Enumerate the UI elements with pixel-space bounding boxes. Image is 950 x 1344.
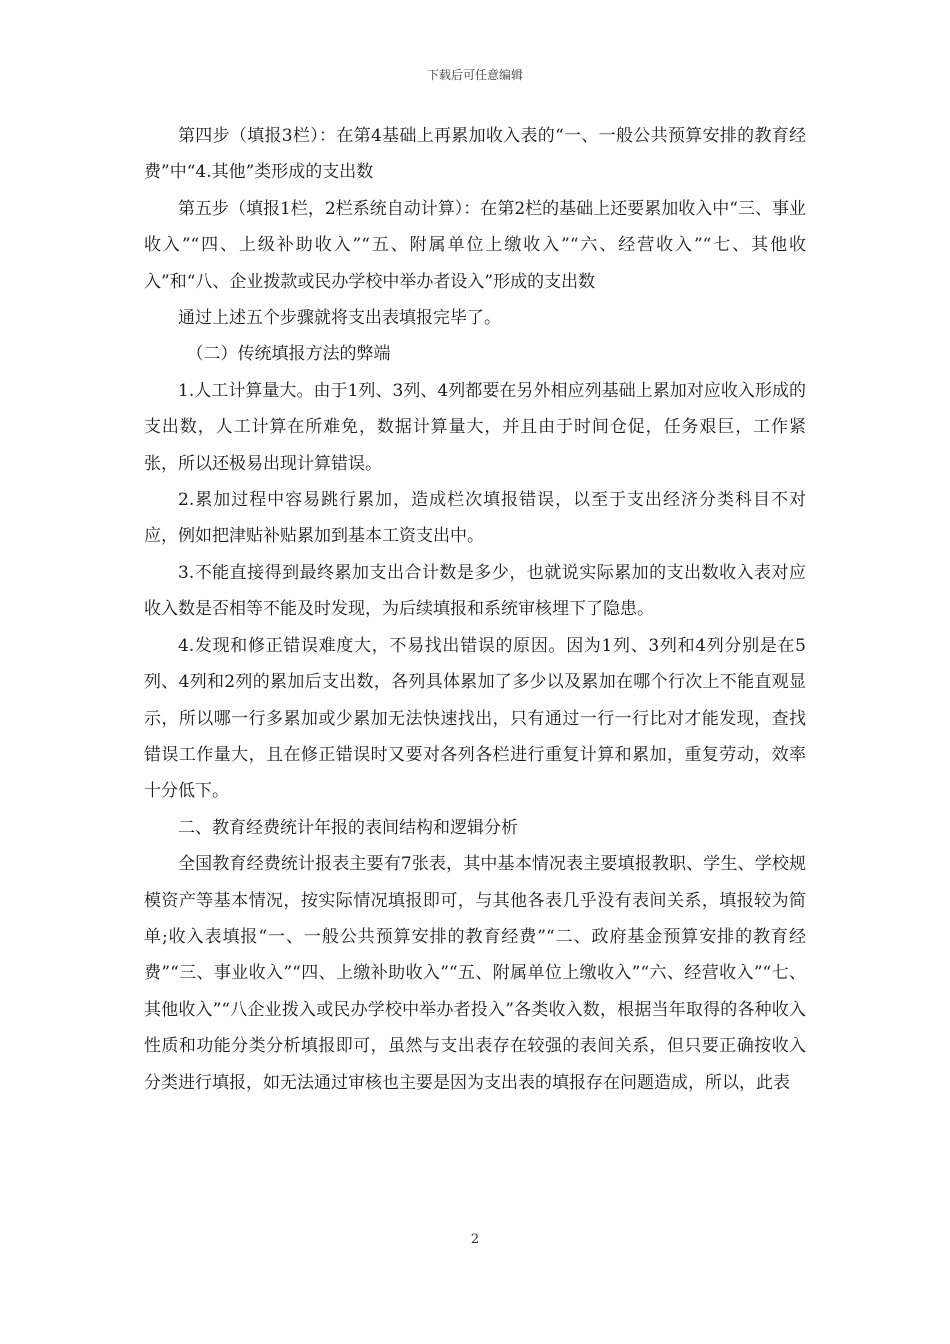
paragraph-report-tables: 全国教育经费统计报表主要有7张表，其中基本情况表主要填报教职、学生、学校规模资产等基本情况，按实际情况填报即可，与其他各表几乎没有表间关系，填报较为简单;收入表填报“一、一般公共预算安排的教育经费”“二、政府基金预算安排的教育经费”“三、事业收入”“四、上缴补助收入”“五、附属单位上缴收入”“六、经营收入”“七、其他收入”“八企业拨入或民办学校中举办者投入”各类收入数，根据当年取得的各种收入性质和功能分类分析填报即可，虽然与支出表存在较强的表间关系，但只要正确按收入分类进行填报，如无法通过审核也主要是因为支出表的填报存在问题造成，所以，此表: [144, 854, 806, 1093]
paragraph-drawback-3: 3.不能直接得到最终累加支出合计数是多少，也就说实际累加的支出数收入表对应收入数是否相等不能及时发现，为后续填报和系统审核埋下了隐患。: [144, 562, 806, 620]
paragraph-steps-complete: 通过上述五个步骤就将支出表填报完毕了。: [178, 308, 501, 329]
page-header: 下载后可任意编辑: [426, 68, 523, 82]
section-heading-drawbacks: （二）传统填报方法的弊端: [186, 344, 391, 365]
section-heading-structure: 二、教育经费统计年报的表间结构和逻辑分析: [178, 817, 518, 838]
paragraph-drawback-2: 2.累加过程中容易跳行累加，造成栏次填报错误，以至于支出经济分类科目不对应，例如把津贴补贴累加到基本工资支出中。: [144, 490, 806, 547]
paragraph-step-five: 第五步（填报1栏，2栏系统自动计算）：在第2栏的基础上还要累加收入中“三、事业收入”“四、上级补助收入”“五、附属单位上缴收入”“六、经营收入”“七、其他收入”和“八、企业拨款或民办学校中举办者设入”形成的支出数: [144, 198, 806, 292]
document-body: [144, 118, 806, 1101]
page-number: 2: [470, 1232, 480, 1247]
paragraph-step-four: 第四步（填报3栏）：在第4基础上再累加收入表的“一、一般公共预算安排的教育经费”中“4.其他”类形成的支出数: [144, 126, 806, 183]
paragraph-drawback-1: 1.人工计算量大。由于1列、3列、4列都要在另外相应列基础上累加对应收入形成的支出数，人工计算在所难免，数据计算量大，并且由于时间仓促，任务艰巨，工作紧张，所以还极易出现计算错误。: [144, 380, 806, 474]
paragraph-drawback-4: 4.发现和修正错误难度大，不易找出错误的原因。因为1列、3列和4列分别是在5列、4列和2列的累加后支出数，各列具体累加了多少以及累加在哪个行次上不能直观显示，所以哪一行多累加或少累加无法快速找出，只有通过一行一行比对才能发现，查找错误工作量大，且在修正错误时又要对各列各栏进行重复计算和累加，重复劳动，效率十分低下。: [144, 635, 806, 802]
